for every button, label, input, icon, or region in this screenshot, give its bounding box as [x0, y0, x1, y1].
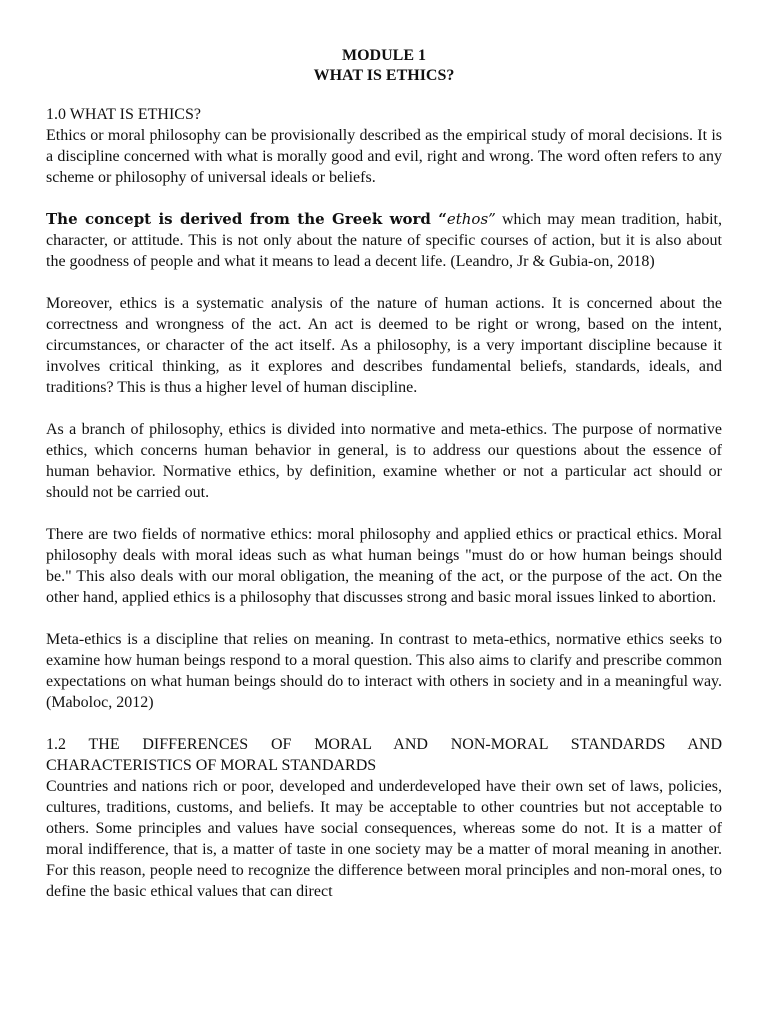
- section-1-paragraph-6: Meta-ethics is a discipline that relies on meaning. In contrast to meta-ethics, normative ethics seeks to examine how human beings respond to a moral question. This also aims to clarify and prescribe common expectations on what human beings should do to interact with others in society and in a meaningful way. (Maboloc, 2012): [46, 631, 722, 711]
- ethos-term: ethos”: [446, 210, 496, 228]
- paragraph-2-bold-lead: The concept is derived from the Greek word “: [46, 210, 447, 228]
- paragraph-2-rest: which may mean tradition, habit, character, or attitude. This is not only about the nature of specific courses of action, but it is also about the goodness of people and what it means to lead a decent life. (Leandro, Jr & Gubia-on, 2018): [46, 211, 722, 270]
- section-2-paragraph-1: Countries and nations rich or poor, developed and underdeveloped have their own set of laws, policies, cultures, traditions, customs, and beliefs. It may be acceptable to other countries but not acceptable to others. Some principles and values have social consequences, whereas some do not. It is a matter of moral indifference, that is, a matter of taste in one society may be a matter of moral meaning in another. For this reason, people need to recognize the difference between moral principles and non-moral ones, to define the basic ethical values that can direct: [46, 778, 722, 900]
- section-1-paragraph-3: Moreover, ethics is a systematic analysis of the nature of human actions. It is concerned about the correctness and wrongness of the act. An act is deemed to be right or wrong, based on the intent, circumstances, or character of the act itself. As a philosophy, is a very important discipline because it involves critical thinking, as it explores and describes fundamental beliefs, standards, ideals, and traditions? This is thus a higher level of human discipline.: [46, 295, 722, 396]
- module-title: WHAT IS ETHICS?: [313, 67, 455, 84]
- section-1-heading: 1.0 WHAT IS ETHICS?: [46, 106, 201, 123]
- section-1-paragraph-2: [46, 209, 722, 272]
- section-1-paragraph-5: There are two fields of normative ethics: moral philosophy and applied ethics or practical ethics. Moral philosophy deals with moral ideas such as what human beings "must do or how human beings should be." This also deals with our moral obligation, the meaning of the act, or the purpose of the act. On the other hand, applied ethics is a philosophy that discusses strong and basic moral issues linked to abortion.: [46, 526, 722, 606]
- module-label: MODULE 1: [342, 47, 426, 64]
- section-2-heading-line-1: 1.2 THE DIFFERENCES OF MORAL AND NON-MORAL STANDARDS AND: [46, 736, 722, 753]
- section-2-heading-line-2: CHARACTERISTICS OF MORAL STANDARDS: [46, 757, 377, 774]
- section-1-paragraph-1: Ethics or moral philosophy can be provisionally described as the empirical study of moral decisions. It is a discipline concerned with what is morally good and evil, right and wrong. The word often refers to any scheme or philosophy of universal ideals or beliefs.: [46, 127, 722, 186]
- module-title-block: [46, 46, 722, 86]
- section-1-paragraph-4: As a branch of philosophy, ethics is divided into normative and meta-ethics. The purpose of normative ethics, which concerns human behavior in general, is to address our questions about the essence of human behavior. Normative ethics, by definition, examine whether or not a particular act should or should not be carried out.: [46, 421, 722, 501]
